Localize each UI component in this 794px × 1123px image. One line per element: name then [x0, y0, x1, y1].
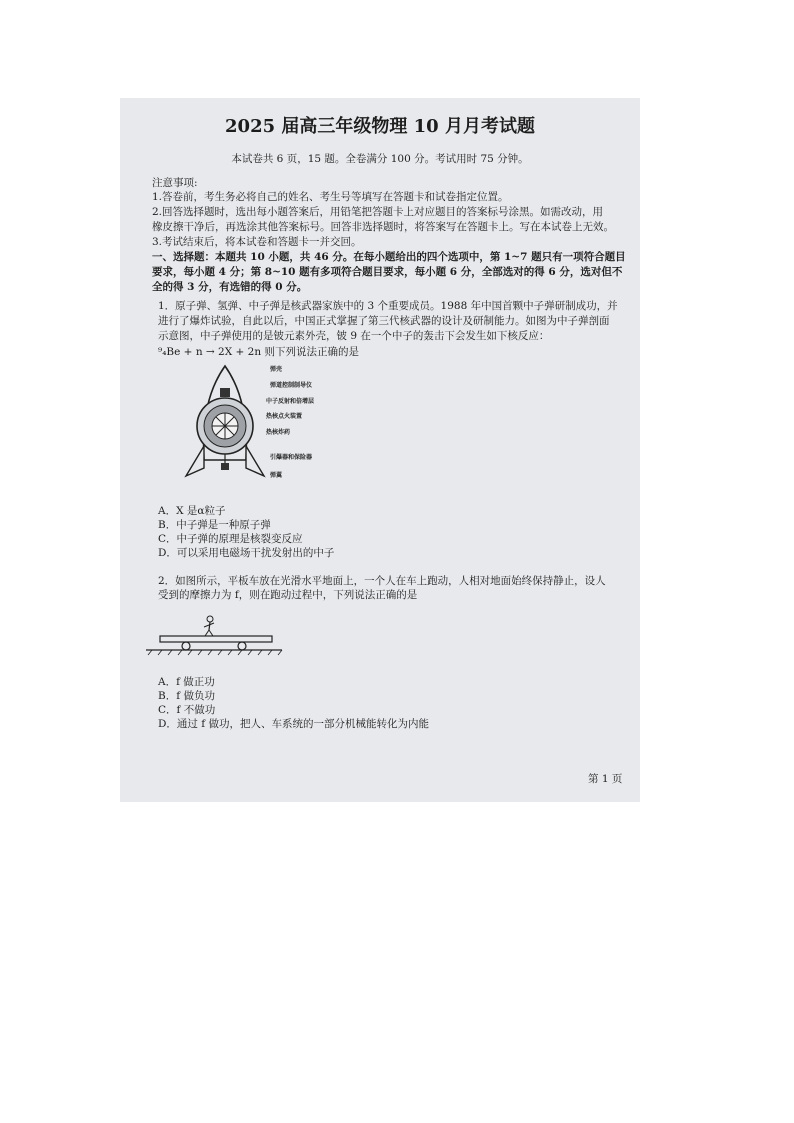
section-heading-line: 全的得 3 分，有选错的得 0 分。 [152, 281, 308, 293]
figure-label: 弹翼 [270, 472, 283, 479]
figure-label: 弹壳 [270, 366, 283, 373]
figure-label: 引爆器和保险器 [270, 454, 313, 461]
q1-stem-line: 示意图，中子弹使用的是铍元素外壳，铍 9 在一个中子的轰击下会发生如下核反应： [158, 330, 550, 342]
notice-line: 3.考试结束后，将本试卷和答题卡一并交回。 [152, 236, 362, 248]
exam-title: 2025 届高三年级物理 10 月月考试题 [225, 116, 535, 137]
q1-option-a: A．X 是α粒子 [158, 505, 226, 517]
section-heading-line: 一、选择题：本题共 10 小题，共 46 分。在每小题给出的四个选项中，第 1~7 题只有一项符合题目 [152, 251, 626, 263]
q1-stem-line: 1．原子弹、氢弹、中子弹是核武器家族中的 3 个重要成员。1988 年中国首颗中子弹研制成功，并 [158, 300, 618, 312]
notice-line: 2.回答选择题时，选出每小题答案后，用铅笔把答题卡上对应题目的答案标号涂黑。如需改动，用 [152, 206, 604, 218]
q1-option-b: B．中子弹是一种原子弹 [158, 519, 271, 531]
exam-subtitle: 本试卷共 6 页，15 题。全卷满分 100 分。考试用时 75 分钟。 [231, 153, 529, 165]
exam-photo [120, 98, 640, 802]
q1-option-d: D．可以采用电磁场干扰发射出的中子 [158, 547, 335, 559]
notice-heading: 注意事项: [152, 177, 198, 189]
figure-label: 中子反射和倍增层 [266, 398, 315, 405]
section-heading-line: 要求，每小题 4 分；第 8~10 题有多项符合题目要求，每小题 6 分，全部选对的得 6 分，选对但不 [152, 266, 623, 278]
figure-label: 热核炸药 [266, 429, 291, 436]
notice-line: 橡皮擦干净后，再选涂其他答案标号。回答非选择题时，将答案写在答题卡上。写在本试卷上无效。 [152, 221, 614, 233]
figure-label: 弹道控制制导仪 [270, 382, 313, 389]
q2-option-c: C．f 不做功 [158, 704, 216, 716]
neutron-bomb-diagram [180, 360, 270, 485]
cart-diagram [146, 612, 286, 658]
q2-option-a: A．f 做正功 [158, 676, 215, 688]
q2-stem-line: 受到的摩擦力为 f，则在跑动过程中，下列说法正确的是 [158, 589, 418, 601]
q1-option-c: C．中子弹的原理是核裂变反应 [158, 533, 303, 545]
q2-option-d: D．通过 f 做功，把人、车系统的一部分机械能转化为内能 [158, 718, 429, 730]
notice-line: 1.答卷前，考生务必将自己的姓名、考生号等填写在答题卡和试卷指定位置。 [152, 191, 509, 203]
figure-label: 热核点火装置 [266, 413, 303, 420]
q1-stem-line: 进行了爆炸试验，自此以后，中国正式掌握了第三代核武器的设计及研制能力。如图为中子弹剖面 [158, 315, 610, 327]
q2-option-b: B．f 做负功 [158, 690, 215, 702]
page-number: 第 1 页 [588, 773, 623, 785]
q1-equation: ⁹₄Be + n → 2X + 2n 则下列说法正确的是 [158, 346, 359, 358]
q2-stem-line: 2．如图所示，平板车放在光滑水平地面上，一个人在车上跑动，人相对地面始终保持静止，设人 [158, 575, 606, 587]
